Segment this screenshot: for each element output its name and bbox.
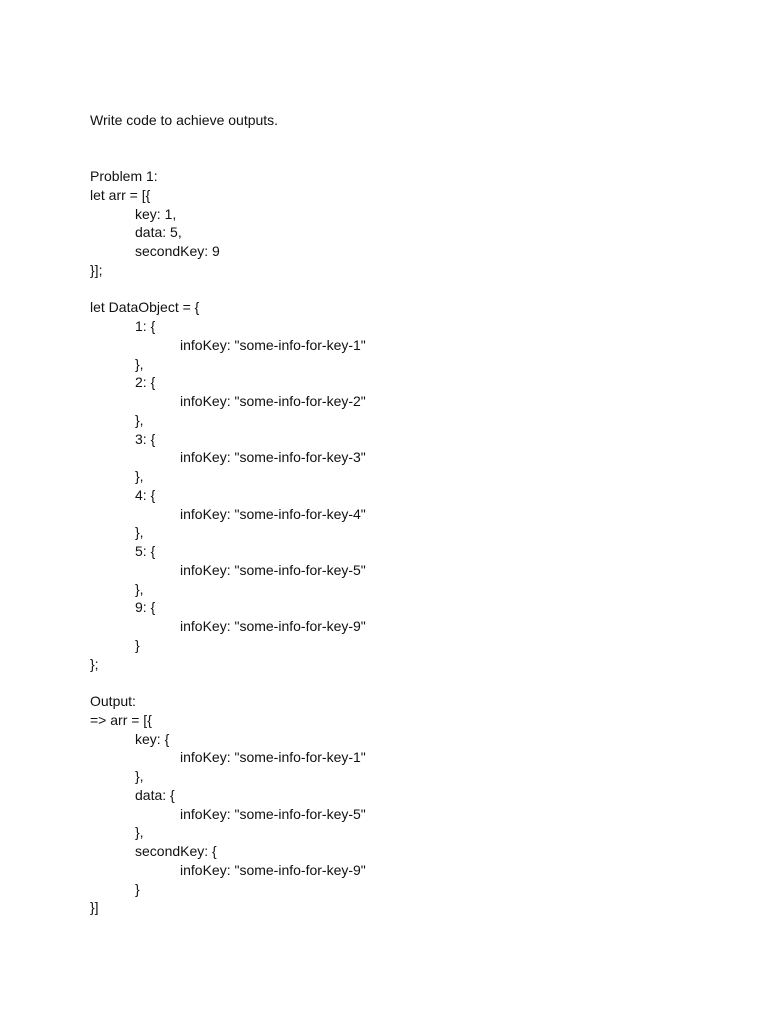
code-line: secondKey: { [135, 843, 217, 859]
code-line: 4: { [135, 486, 156, 503]
code-line: Output: [90, 693, 136, 709]
blank-line [90, 673, 730, 692]
code-line: 3: { [135, 430, 156, 447]
code-line: infoKey: "some-info-for-key-1" [180, 336, 366, 353]
code-line: infoKey: "some-info-for-key-9" [180, 618, 366, 634]
code-line: key: 1, [135, 205, 177, 222]
code-line: 2: { [135, 374, 156, 391]
code-line: infoKey: "some-info-for-key-5" [180, 561, 366, 578]
code-line: Problem 1: [90, 168, 158, 184]
code-line: 5: { [135, 543, 156, 559]
code-line: let DataObject = { [90, 299, 200, 316]
code-listing [90, 167, 730, 917]
code-line: => arr = [{ [90, 711, 152, 728]
code-line: infoKey: "some-info-for-key-3" [180, 449, 366, 466]
code-line: }, [135, 580, 144, 597]
code-line: }, [135, 824, 144, 841]
code-line: infoKey: "some-info-for-key-9" [180, 861, 366, 878]
code-line: infoKey: "some-info-for-key-1" [180, 749, 366, 766]
blank-line [90, 280, 730, 299]
code-line: 9: { [135, 599, 156, 616]
code-line: }] [90, 899, 99, 916]
code-line: secondKey: 9 [135, 243, 220, 259]
code-line: infoKey: "some-info-for-key-5" [180, 805, 366, 822]
code-line: }, [135, 468, 144, 484]
code-line: infoKey: "some-info-for-key-2" [180, 393, 366, 409]
code-line: 1: { [135, 318, 156, 334]
code-line: }, [135, 524, 144, 541]
code-line: }, [135, 411, 144, 428]
code-line: infoKey: "some-info-for-key-4" [180, 505, 366, 522]
code-line: data: 5, [135, 224, 182, 241]
code-line: }, [135, 355, 144, 372]
code-line: } [135, 880, 140, 897]
code-line: let arr = [{ [90, 186, 151, 203]
code-line: key: { [135, 730, 170, 747]
code-line: }, [135, 768, 144, 784]
instruction-text: Write code to achieve outputs. [90, 112, 279, 128]
code-line: }; [90, 655, 99, 672]
code-line: }]; [90, 261, 103, 278]
code-line: data: { [135, 786, 175, 803]
code-line: } [135, 636, 140, 653]
